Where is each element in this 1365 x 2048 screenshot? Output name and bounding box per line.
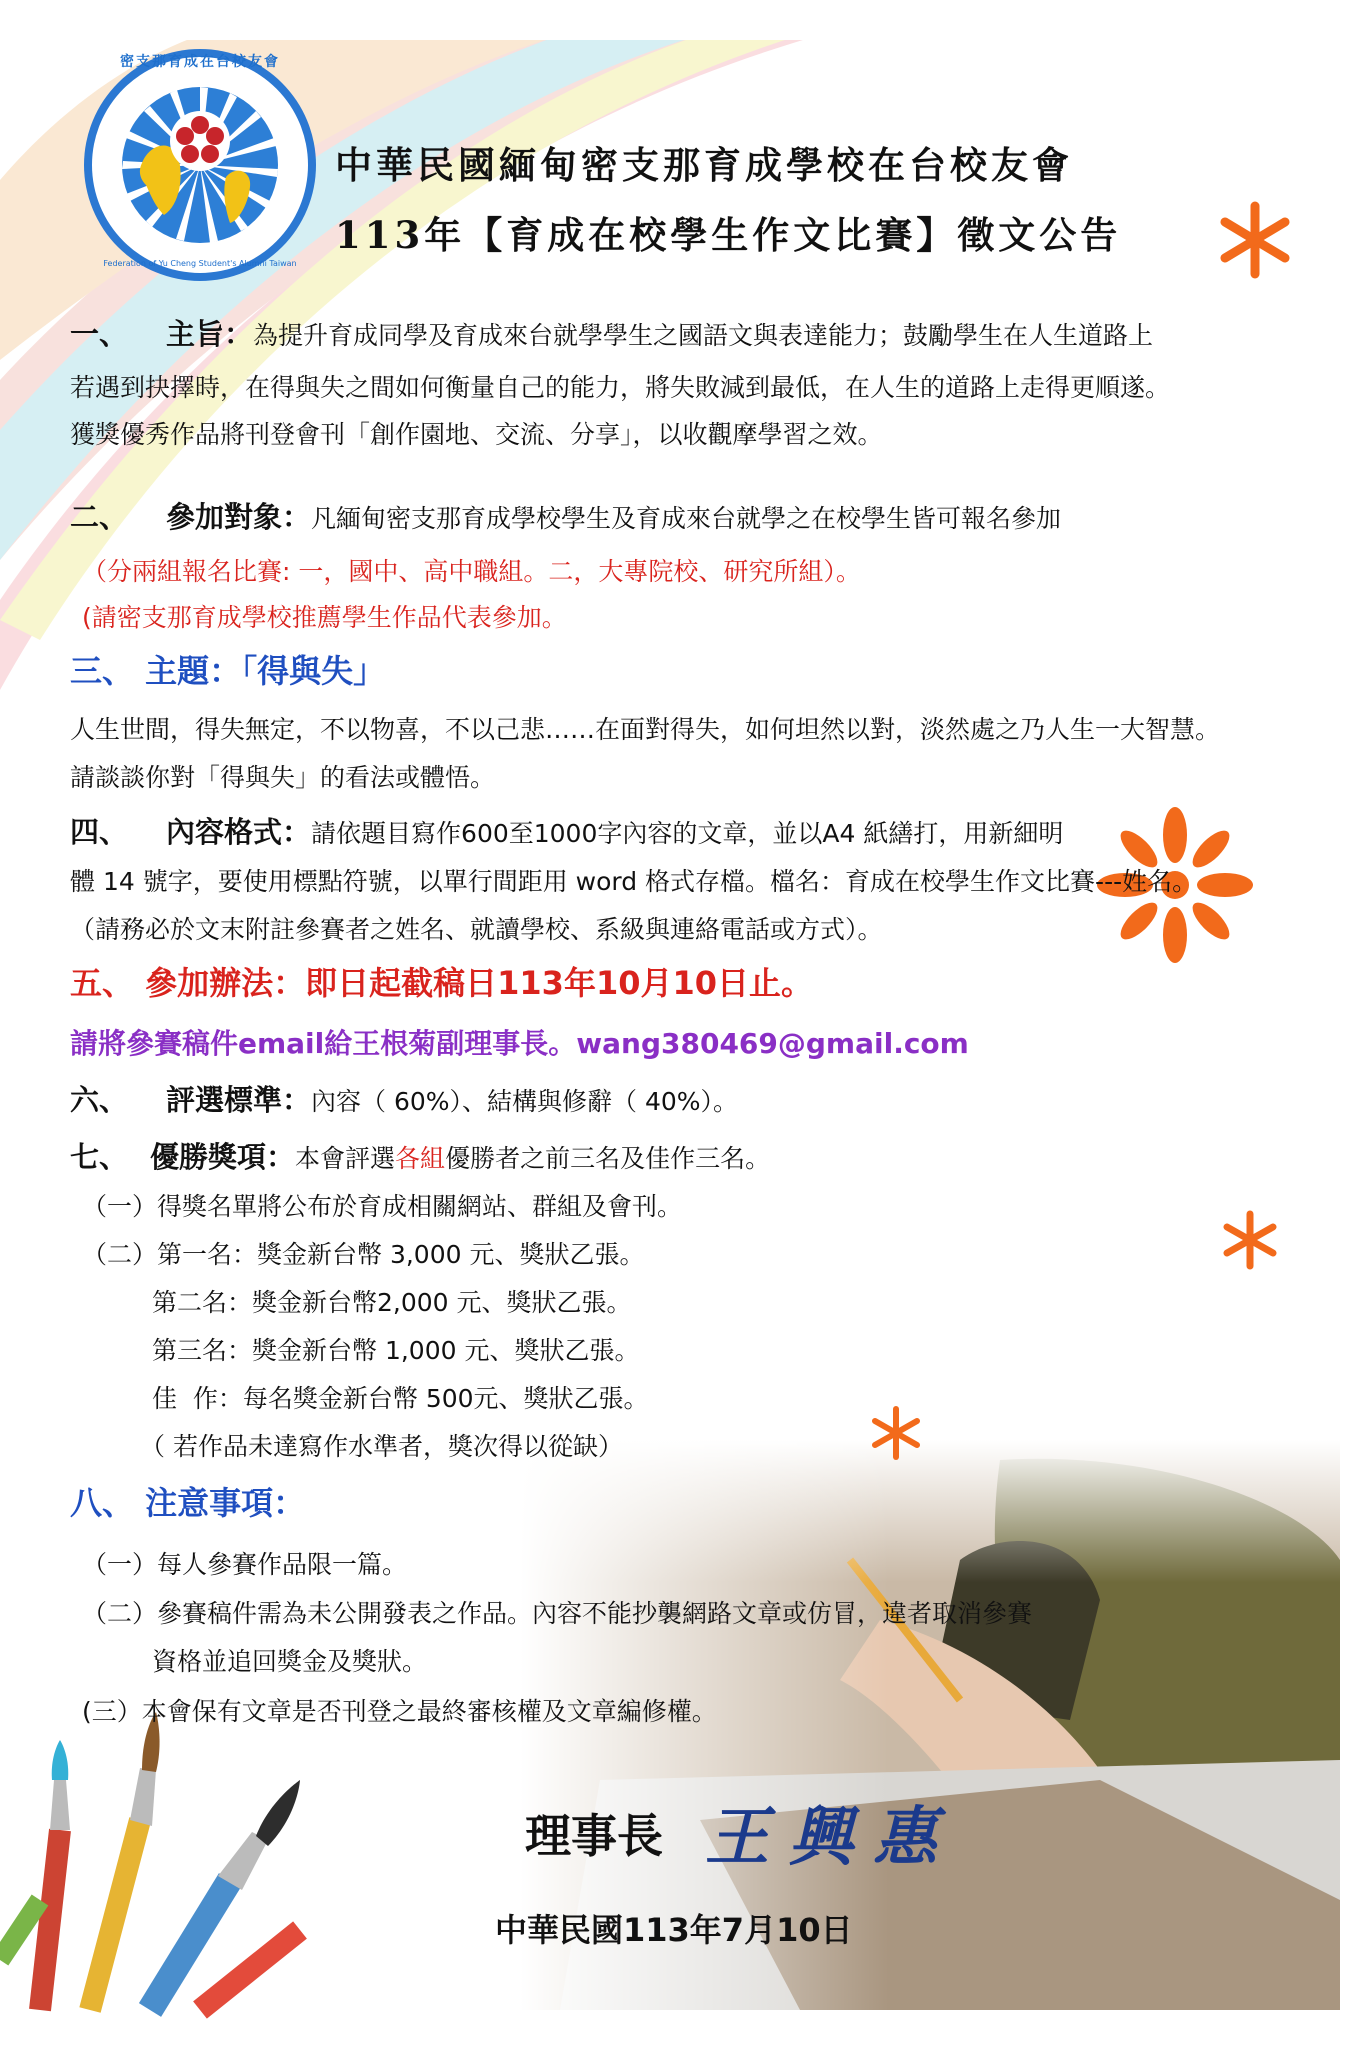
section-7-text-pre: 本會評選 [295, 1144, 396, 1173]
title-line-2: 113年【育成在校學生作文比賽】徵文公告 [335, 213, 1122, 257]
section-6-text: 內容（ 60%）、結構與修辭（ 40%）。 [311, 1087, 739, 1116]
section-2-note-1: （分兩組報名比賽: 一，國中、高中職組。二，大專院校、研究所組）。 [82, 557, 861, 586]
section-7-item-3: 第二名：獎金新台幣2,000 元、獎狀乙張。 [152, 1288, 632, 1317]
section-7-heading [70, 1135, 770, 1176]
logo-ring-text: Federation of Yu Cheng Student's Alumni Taiwan [103, 259, 297, 268]
announcement-date: 中華民國113年7月10日 [495, 1911, 853, 1949]
star-decoration-small-icon [1220, 1210, 1280, 1270]
section-7-item-2: （二）第一名：獎金新台幣 3,000 元、獎狀乙張。 [82, 1240, 645, 1269]
section-4-text-2: 體 14 號字，要使用標點符號，以單行間距用 word 格式存檔。檔名：育成在校學生作文比賽---姓名。 [70, 867, 1198, 896]
section-7-text-post: 優勝者之前三名及佳作三名。 [445, 1144, 771, 1173]
section-2-note-2: (請密支那育成學校推薦學生作品代表參加。 [82, 603, 567, 632]
section-1-heading [70, 312, 1153, 353]
section-7-item-5: 佳 作：每名獎金新台幣 500元、獎狀乙張。 [152, 1384, 649, 1413]
title-line-1: 中華民國緬甸密支那育成學校在台校友會 [335, 143, 1073, 187]
section-4-heading [70, 810, 1063, 851]
section-4-text-3: （請務必於文末附註參賽者之姓名、就讀學校、系級與連絡電話或方式）。 [70, 915, 883, 944]
section-8-item-1: （一）每人參賽作品限一篇。 [82, 1550, 408, 1579]
section-4-number: 四、 [70, 815, 129, 849]
section-1-label: 主旨： [166, 317, 254, 351]
section-2-text: 凡緬甸密支那育成學校學生及育成來台就學之在校學生皆可報名參加 [311, 504, 1062, 533]
section-5-heading: 五、 參加辦法：即日起截稿日113年10月10日止。 [70, 964, 814, 1002]
section-7-label: 優勝獎項： [150, 1140, 296, 1174]
section-2-label: 參加對象： [166, 500, 312, 534]
section-3-heading: 三、 主題：「得與失」 [70, 652, 386, 690]
section-7-text-red: 各組 [395, 1144, 446, 1173]
logo-arc-text: 密支那育成在台校友會 [120, 54, 280, 70]
section-8-item-2: （二）參賽稿件需為未公開發表之作品。內容不能抄襲網路文章或仿冒，違者取消參賽 [82, 1599, 1033, 1628]
logo-emblem-icon [80, 45, 320, 285]
section-6-heading [70, 1078, 738, 1119]
section-1-text-3: 獲獎優秀作品將刊登會刊「創作園地、交流、分享」，以收觀摩學習之效。 [70, 420, 883, 449]
section-8-item-2b: 資格並追回獎金及獎狀。 [152, 1647, 428, 1676]
section-7-item-6: （ 若作品未達寫作水準者，獎次得以從缺） [140, 1432, 623, 1461]
section-1-number: 一、 [70, 317, 129, 351]
section-4-text: 請依題目寫作600至1000字內容的文章，並以A4 紙繕打，用新細明 [311, 819, 1064, 848]
section-7-number: 七、 [70, 1140, 129, 1174]
section-5-email-line[interactable]: 請將參賽稿件email給王根菊副理事長。wang380469@gmail.com [70, 1027, 969, 1060]
paint-brushes [0, 1712, 300, 2010]
section-2-number: 二、 [70, 500, 129, 534]
alumni-logo [80, 45, 320, 285]
section-6-label: 評選標準： [166, 1083, 312, 1117]
chairman-signature: 王興惠 [705, 1800, 957, 1875]
chairman-role: 理事長 [525, 1809, 663, 1863]
section-8-heading: 八、 注意事項： [70, 1484, 306, 1522]
star-decoration-icon [1215, 200, 1295, 280]
section-4-label: 內容格式： [166, 815, 312, 849]
section-3-text-2: 請談談你對「得與失」的看法或體悟。 [70, 763, 496, 792]
section-1-text: 為提升育成同學及育成來台就學學生之國語文與表達能力；鼓勵學生在人生道路上 [253, 321, 1154, 350]
section-6-number: 六、 [70, 1083, 129, 1117]
section-8-item-3: (三）本會保有文章是否刊登之最終審核權及文章編修權。 [82, 1697, 717, 1726]
section-7-item-1: （一）得獎名單將公布於育成相關網站、群組及會刊。 [82, 1192, 683, 1221]
section-1-text-2: 若遇到抉擇時，在得與失之間如何衡量自己的能力，將失敗減到最低，在人生的道路上走得更順遂。 [70, 373, 1171, 402]
section-2-heading [70, 495, 1061, 536]
section-3-text-1: 人生世間，得失無定，不以物喜，不以己悲……在面對得失，如何坦然以對，淡然處之乃人生一大智慧。 [70, 715, 1221, 744]
star-decoration-small-icon [868, 1405, 924, 1461]
section-7-item-4: 第三名：獎金新台幣 1,000 元、獎狀乙張。 [152, 1336, 640, 1365]
